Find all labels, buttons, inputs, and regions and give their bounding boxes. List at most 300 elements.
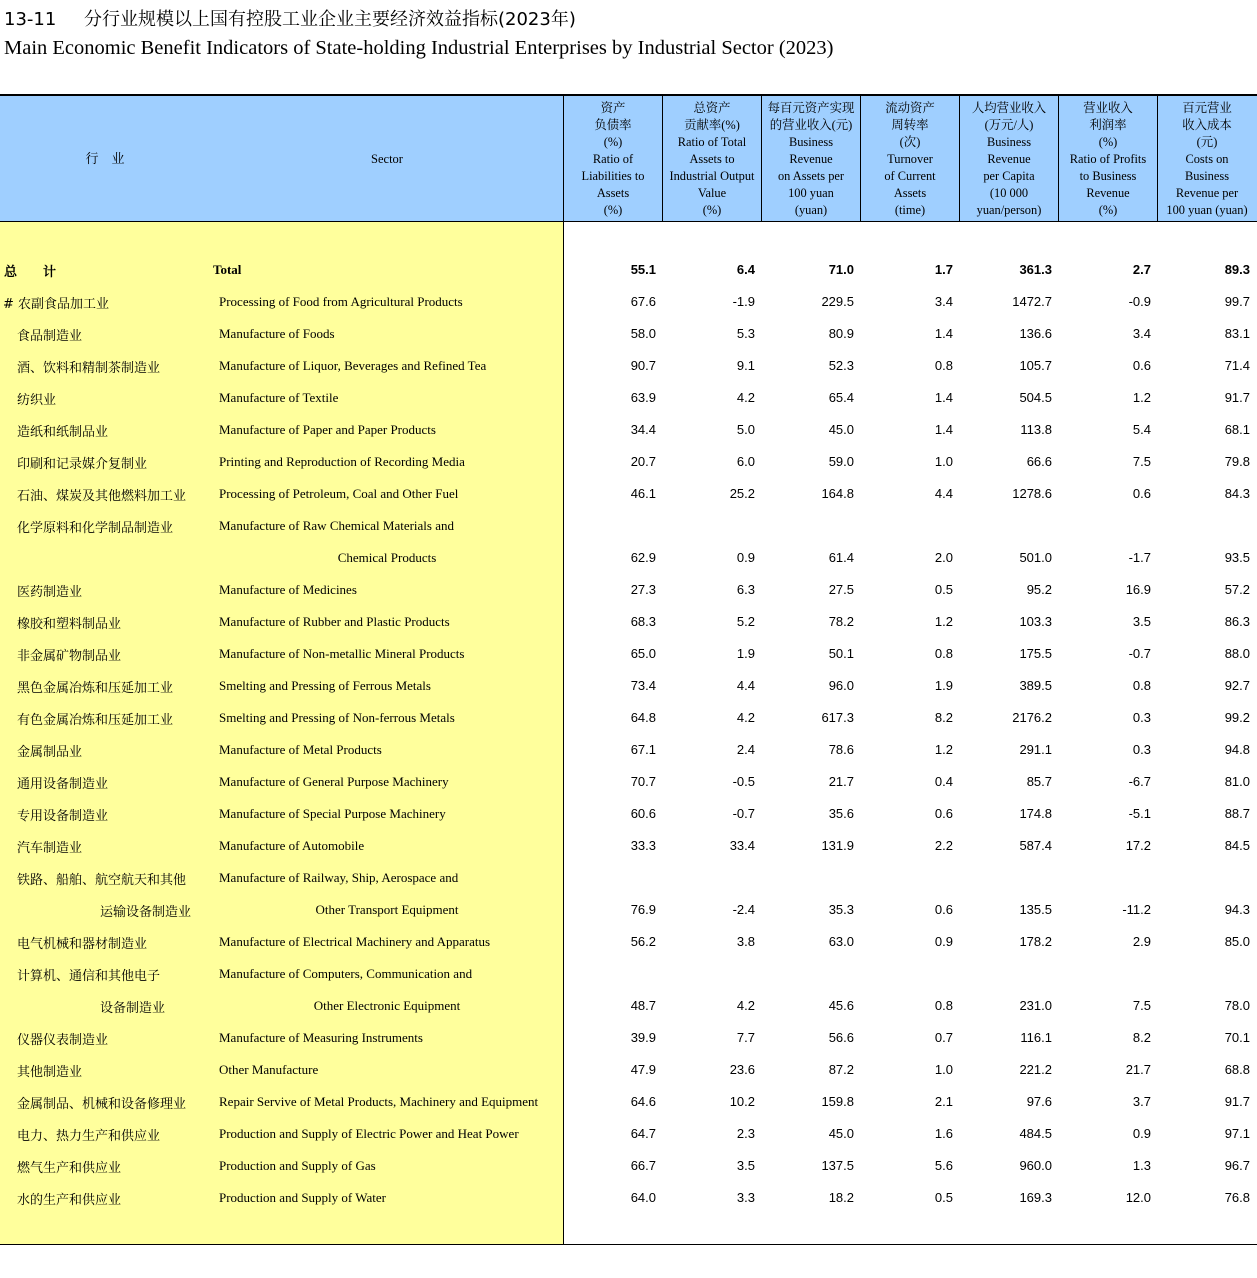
value-cell: 89.3 xyxy=(1224,262,1250,277)
value-cell: 137.5 xyxy=(821,1158,854,1173)
row-label-cn: 水的生产和供应业 xyxy=(17,1193,122,1208)
row-label-cn: 橡胶和塑料制品业 xyxy=(17,617,122,632)
value-cell: 20.7 xyxy=(630,454,656,469)
value-cell: 92.7 xyxy=(1224,678,1250,693)
value-cell: 484.5 xyxy=(1019,1126,1052,1141)
value-cell: 71.4 xyxy=(1224,358,1250,373)
row-label-cn: 黑色金属冶炼和压延加工业 xyxy=(17,681,174,696)
header-column-line: to Business xyxy=(1079,169,1137,183)
value-cell: 80.9 xyxy=(828,326,854,341)
value-cell: 60.6 xyxy=(630,806,656,821)
value-cell: 84.5 xyxy=(1224,838,1250,853)
value-cell: 4.2 xyxy=(736,390,755,405)
value-cell: 21.7 xyxy=(1125,1062,1151,1077)
value-cell: 71.0 xyxy=(828,262,854,277)
value-cell: 63.0 xyxy=(828,934,854,949)
row-label-cn: 计算机、通信和其他电子 xyxy=(17,969,161,984)
value-cell: 0.4 xyxy=(934,774,953,789)
header-column-line: yuan/person) xyxy=(976,203,1042,217)
row-label-cn: 仪器仪表制造业 xyxy=(17,1033,109,1048)
table-title-cn xyxy=(4,5,576,31)
value-cell: 70.7 xyxy=(630,774,656,789)
header-column-line: (次) xyxy=(899,135,921,149)
value-cell: 84.3 xyxy=(1224,486,1250,501)
value-cell: 7.5 xyxy=(1132,454,1151,469)
row-label-cn: 石油、煤炭及其他燃料加工业 xyxy=(17,489,187,504)
value-cell: 7.7 xyxy=(736,1030,755,1045)
header-column-line: Ratio of xyxy=(592,152,634,166)
value-cell: 94.3 xyxy=(1224,902,1250,917)
value-cell: 0.9 xyxy=(934,934,953,949)
table-row xyxy=(0,613,1257,631)
value-cell: 135.5 xyxy=(1019,902,1052,917)
value-cell: 86.3 xyxy=(1224,614,1250,629)
value-cell: 45.0 xyxy=(828,1126,854,1141)
value-cell: 3.4 xyxy=(934,294,953,309)
header-column-line: (%) xyxy=(702,203,722,217)
value-cell: 78.6 xyxy=(828,742,854,757)
row-label-en: Manufacture of Non-metallic Mineral Products xyxy=(219,646,465,661)
value-cell: 1.3 xyxy=(1132,1158,1151,1173)
value-cell: 8.2 xyxy=(934,710,953,725)
value-cell: 81.0 xyxy=(1224,774,1250,789)
value-cell: 99.7 xyxy=(1224,294,1250,309)
value-cell: -1.9 xyxy=(732,294,755,309)
value-cell: 96.0 xyxy=(828,678,854,693)
header-column-line: (10 000 xyxy=(989,186,1029,200)
value-cell: 62.9 xyxy=(630,550,656,565)
header-column-line: 百元营业 xyxy=(1182,101,1232,115)
value-cell: 164.8 xyxy=(821,486,854,501)
value-cell: 99.2 xyxy=(1224,710,1250,725)
value-cell: 64.0 xyxy=(630,1190,656,1205)
row-label-en: Other Transport Equipment xyxy=(315,902,459,917)
table-row xyxy=(0,325,1257,343)
header-column-line: (%) xyxy=(603,135,623,149)
value-cell: 83.1 xyxy=(1224,326,1250,341)
value-cell: 5.4 xyxy=(1132,422,1151,437)
table-row xyxy=(0,453,1257,471)
header-column-line: Revenue xyxy=(789,152,833,166)
value-cell: 0.6 xyxy=(934,902,953,917)
value-cell: 78.2 xyxy=(828,614,854,629)
value-cell: 33.3 xyxy=(630,838,656,853)
value-cell: 91.7 xyxy=(1224,390,1250,405)
row-label-cn: 电力、热力生产和供应业 xyxy=(17,1129,161,1144)
table-row xyxy=(0,389,1257,407)
value-cell: 1472.7 xyxy=(1012,294,1052,309)
value-cell: 617.3 xyxy=(821,710,854,725)
value-cell: 35.6 xyxy=(828,806,854,821)
value-cell: 0.7 xyxy=(934,1030,953,1045)
value-cell: 4.4 xyxy=(736,678,755,693)
header-column-line: (元) xyxy=(1196,135,1218,149)
value-cell: 63.9 xyxy=(630,390,656,405)
value-cell: 65.4 xyxy=(828,390,854,405)
header-column-5 xyxy=(960,100,1058,219)
table-row xyxy=(0,1029,1257,1047)
table-row xyxy=(0,933,1257,951)
value-cell: 66.7 xyxy=(630,1158,656,1173)
table-row xyxy=(0,581,1257,599)
table-row xyxy=(0,517,1257,535)
value-cell: 3.5 xyxy=(1132,614,1151,629)
row-label-cn: 金属制品业 xyxy=(17,745,83,760)
value-cell: -11.2 xyxy=(1122,902,1151,917)
row-label-cn: 化学原料和化学制品制造业 xyxy=(17,521,174,536)
row-label-en: Manufacture of Computers, Communication and xyxy=(219,966,473,981)
row-label-cn: 食品制造业 xyxy=(17,329,83,344)
value-cell: 67.1 xyxy=(630,742,656,757)
value-cell: 0.3 xyxy=(1132,710,1151,725)
row-label-en: Manufacture of Railway, Ship, Aerospace and xyxy=(219,870,459,885)
header-column-1 xyxy=(564,100,662,219)
value-cell: 1.2 xyxy=(934,614,953,629)
value-cell: 1.7 xyxy=(934,262,953,277)
value-cell: -0.7 xyxy=(1128,646,1151,661)
value-cell: 23.6 xyxy=(729,1062,755,1077)
value-cell: 169.3 xyxy=(1019,1190,1052,1205)
row-label-cn: 铁路、船舶、航空航天和其他 xyxy=(17,873,187,888)
value-cell: 2.1 xyxy=(934,1094,953,1109)
row-label-en: Chemical Products xyxy=(337,550,437,565)
value-cell: 56.6 xyxy=(828,1030,854,1045)
header-column-line: 100 yuan xyxy=(788,186,834,200)
row-label-en: Manufacture of Special Purpose Machinery xyxy=(219,806,446,821)
value-cell: 2176.2 xyxy=(1012,710,1052,725)
header-column-line: Costs on xyxy=(1185,152,1229,166)
value-cell: 65.0 xyxy=(630,646,656,661)
row-label-cn: 有色金属冶炼和压延加工业 xyxy=(17,713,174,728)
row-label-en: Printing and Reproduction of Recording Media xyxy=(219,454,465,469)
value-cell: 79.8 xyxy=(1224,454,1250,469)
row-label-cn: 印刷和记录媒介复制业 xyxy=(17,457,148,472)
header-column-line: Liabilities to xyxy=(581,169,645,183)
header-column-line: 100 yuan (yuan) xyxy=(1166,203,1248,217)
header-column-line: 贡献率(%) xyxy=(684,118,740,132)
value-cell: 0.6 xyxy=(1132,358,1151,373)
value-cell: 3.3 xyxy=(736,1190,755,1205)
table-number: 13-11 xyxy=(4,9,57,30)
header-column-line: 流动资产 xyxy=(885,101,935,115)
row-label-cn: 金属制品、机械和设备修理业 xyxy=(17,1097,187,1112)
row-label-en: Smelting and Pressing of Ferrous Metals xyxy=(219,678,431,693)
header-column-line: 营业收入 xyxy=(1083,101,1133,115)
header-column-line: (yuan) xyxy=(794,203,828,217)
value-cell: 90.7 xyxy=(630,358,656,373)
value-cell: 64.7 xyxy=(630,1126,656,1141)
value-cell: 1.4 xyxy=(934,390,953,405)
value-cell: 2.4 xyxy=(736,742,755,757)
value-cell: 131.9 xyxy=(821,838,854,853)
table-row xyxy=(0,677,1257,695)
value-cell: 64.6 xyxy=(630,1094,656,1109)
value-cell: 46.1 xyxy=(630,486,656,501)
value-cell: 50.1 xyxy=(828,646,854,661)
value-cell: 94.8 xyxy=(1224,742,1250,757)
value-cell: -5.1 xyxy=(1128,806,1151,821)
header-column-7 xyxy=(1158,100,1256,219)
row-label-en: Manufacture of Automobile xyxy=(219,838,365,853)
value-cell: 0.5 xyxy=(934,1190,953,1205)
value-cell: 0.5 xyxy=(934,582,953,597)
row-label-cn: 运输设备制造业 xyxy=(100,905,192,920)
table-row xyxy=(0,709,1257,727)
value-cell: 25.2 xyxy=(729,486,755,501)
value-cell: 0.8 xyxy=(934,998,953,1013)
value-cell: 45.0 xyxy=(828,422,854,437)
value-cell: 17.2 xyxy=(1125,838,1151,853)
value-cell: 6.3 xyxy=(736,582,755,597)
row-label-cn: 专用设备制造业 xyxy=(17,809,109,824)
row-label-en: Production and Supply of Electric Power and Heat Power xyxy=(219,1126,519,1141)
header-column-line: Revenue xyxy=(987,152,1031,166)
header-column-line: (time) xyxy=(894,203,926,217)
header-column-line: Assets to xyxy=(689,152,735,166)
row-label-en: Production and Supply of Gas xyxy=(219,1158,376,1173)
header-column-line: Assets xyxy=(596,186,630,200)
value-cell: 10.2 xyxy=(729,1094,755,1109)
table-row xyxy=(0,1157,1257,1175)
value-cell: 59.0 xyxy=(828,454,854,469)
header-column-line: Ratio of Profits xyxy=(1069,152,1147,166)
row-label-cn: 非金属矿物制品业 xyxy=(17,649,122,664)
value-cell: 178.2 xyxy=(1019,934,1052,949)
value-cell: 91.7 xyxy=(1224,1094,1250,1109)
value-cell: 88.0 xyxy=(1224,646,1250,661)
table-row xyxy=(0,357,1257,375)
value-cell: 0.8 xyxy=(934,358,953,373)
value-cell: 66.6 xyxy=(1026,454,1052,469)
row-label-cn: 其他制造业 xyxy=(17,1065,83,1080)
row-label-cn: 燃气生产和供应业 xyxy=(17,1161,122,1176)
value-cell: 0.8 xyxy=(1132,678,1151,693)
value-cell: 3.5 xyxy=(736,1158,755,1173)
row-label-en: Manufacture of Electrical Machinery and Apparatus xyxy=(219,934,491,949)
value-cell: 1.4 xyxy=(934,326,953,341)
header-column-6 xyxy=(1059,100,1157,219)
row-label-en: Manufacture of Foods xyxy=(219,326,335,341)
header-column-line: Revenue per xyxy=(1175,186,1239,200)
header-rule xyxy=(0,221,1257,222)
row-label-cn: 汽车制造业 xyxy=(17,841,83,856)
header-column-line: (万元/人) xyxy=(984,118,1034,132)
value-cell: 3.8 xyxy=(736,934,755,949)
value-cell: 16.9 xyxy=(1125,582,1151,597)
header-column-line: per Capita xyxy=(983,169,1035,183)
value-cell: 33.4 xyxy=(729,838,755,853)
row-label-cn: 纺织业 xyxy=(17,393,57,408)
value-cell: -0.7 xyxy=(732,806,755,821)
value-cell: 231.0 xyxy=(1019,998,1052,1013)
value-cell: 95.2 xyxy=(1026,582,1052,597)
header-sector: Sector xyxy=(371,152,403,166)
value-cell: 76.8 xyxy=(1224,1190,1250,1205)
value-cell: 5.6 xyxy=(934,1158,953,1173)
value-cell: 1.2 xyxy=(934,742,953,757)
header-column-3 xyxy=(762,100,860,219)
table-row xyxy=(0,485,1257,503)
value-cell: 174.8 xyxy=(1019,806,1052,821)
value-cell: 68.8 xyxy=(1224,1062,1250,1077)
value-cell: 3.4 xyxy=(1132,326,1151,341)
value-cell: 1.0 xyxy=(934,454,953,469)
value-cell: 5.2 xyxy=(736,614,755,629)
top-rule xyxy=(0,94,1257,96)
value-cell: 5.3 xyxy=(736,326,755,341)
table-row xyxy=(0,1061,1257,1079)
value-cell: 2.2 xyxy=(934,838,953,853)
value-cell: 960.0 xyxy=(1019,1158,1052,1173)
row-label-en: Manufacture of Medicines xyxy=(219,582,357,597)
value-cell: 76.9 xyxy=(630,902,656,917)
header-column-line: on Assets per xyxy=(777,169,845,183)
row-label-cn: 设备制造业 xyxy=(100,1001,166,1016)
value-cell: 21.7 xyxy=(828,774,854,789)
value-cell: 175.5 xyxy=(1019,646,1052,661)
header-column-line: of Current xyxy=(884,169,936,183)
row-label-en: Manufacture of Paper and Paper Products xyxy=(219,422,436,437)
value-cell: 4.2 xyxy=(736,998,755,1013)
table-row xyxy=(0,1125,1257,1143)
row-label-en: Production and Supply of Water xyxy=(219,1190,386,1205)
value-cell: 221.2 xyxy=(1019,1062,1052,1077)
value-cell: 3.7 xyxy=(1132,1094,1151,1109)
bottom-rule xyxy=(0,1244,1257,1245)
value-cell: -0.9 xyxy=(1128,294,1151,309)
row-label-cn: 通用设备制造业 xyxy=(17,777,109,792)
value-cell: 159.8 xyxy=(821,1094,854,1109)
table-row xyxy=(0,1093,1257,1111)
header-column-line: 资产 xyxy=(600,101,626,115)
header-industry-cn: 行 业 xyxy=(85,152,125,167)
header-column-line: 总资产 xyxy=(693,101,731,115)
value-cell: 1.0 xyxy=(934,1062,953,1077)
row-label-en: Manufacture of Liquor, Beverages and Refined Tea xyxy=(219,358,487,373)
table-row xyxy=(0,549,1257,567)
row-label-en: Manufacture of Textile xyxy=(219,390,339,405)
value-cell: 55.1 xyxy=(630,262,656,277)
value-cell: 56.2 xyxy=(630,934,656,949)
table-row xyxy=(0,837,1257,855)
value-cell: 4.4 xyxy=(934,486,953,501)
value-cell: 291.1 xyxy=(1019,742,1052,757)
table-row xyxy=(0,869,1257,887)
header-column-line: Turnover xyxy=(887,152,933,166)
value-cell: -2.4 xyxy=(732,902,755,917)
header-column-line: Industrial Output xyxy=(669,169,755,183)
value-cell: 1.6 xyxy=(934,1126,953,1141)
value-cell: 97.1 xyxy=(1224,1126,1250,1141)
header-column-line: 收入成本 xyxy=(1182,118,1232,132)
value-cell: 52.3 xyxy=(828,358,854,373)
header-column-line: Business xyxy=(788,135,834,149)
value-cell: 1.9 xyxy=(934,678,953,693)
row-label-en: Repair Servive of Metal Products, Machinery and Equipment xyxy=(219,1094,539,1109)
value-cell: 504.5 xyxy=(1019,390,1052,405)
row-label-cn: 酒、饮料和精制茶制造业 xyxy=(17,361,161,376)
value-cell: 58.0 xyxy=(630,326,656,341)
header-column-line: 人均营业收入 xyxy=(971,101,1047,115)
header-column-line: (%) xyxy=(603,203,623,217)
header-column-line: Business xyxy=(1184,169,1230,183)
header-column-line: Value xyxy=(697,186,727,200)
value-cell: 70.1 xyxy=(1224,1030,1250,1045)
row-label-en: Manufacture of Metal Products xyxy=(219,742,382,757)
value-cell: 68.1 xyxy=(1224,422,1250,437)
value-cell: 57.2 xyxy=(1224,582,1250,597)
value-cell: 1.4 xyxy=(934,422,953,437)
table-row xyxy=(0,645,1257,663)
row-label-cn: 造纸和纸制品业 xyxy=(17,425,109,440)
value-cell: 361.3 xyxy=(1019,262,1052,277)
value-cell: 45.6 xyxy=(828,998,854,1013)
value-cell: 105.7 xyxy=(1019,358,1052,373)
row-label-cn: 医药制造业 xyxy=(17,585,83,600)
value-cell: 7.5 xyxy=(1132,998,1151,1013)
table-row xyxy=(0,965,1257,983)
value-cell: 78.0 xyxy=(1224,998,1250,1013)
value-cell: 0.3 xyxy=(1132,742,1151,757)
row-label-en: Smelting and Pressing of Non-ferrous Metals xyxy=(219,710,455,725)
value-cell: 88.7 xyxy=(1224,806,1250,821)
value-cell: -1.7 xyxy=(1128,550,1151,565)
header-column-line: (%) xyxy=(1098,135,1118,149)
value-cell: 5.0 xyxy=(736,422,755,437)
value-cell: 4.2 xyxy=(736,710,755,725)
value-cell: 39.9 xyxy=(630,1030,656,1045)
value-cell: 93.5 xyxy=(1224,550,1250,565)
header-column-line: 周转率 xyxy=(891,118,929,132)
value-cell: 27.3 xyxy=(630,582,656,597)
value-cell: 9.1 xyxy=(736,358,755,373)
header-column-line: 的营业收入(元) xyxy=(769,118,853,132)
value-cell: 73.4 xyxy=(630,678,656,693)
header-column-line: 负债率 xyxy=(594,118,632,132)
value-cell: 67.6 xyxy=(630,294,656,309)
header-column-line: 每百元资产实现 xyxy=(767,101,855,115)
table-row xyxy=(0,773,1257,791)
value-cell: 2.3 xyxy=(736,1126,755,1141)
value-cell: -6.7 xyxy=(1128,774,1151,789)
value-cell: 61.4 xyxy=(828,550,854,565)
value-cell: 18.2 xyxy=(828,1190,854,1205)
header-column-line: Revenue xyxy=(1086,186,1130,200)
row-label-en: Processing of Food from Agricultural Products xyxy=(219,294,463,309)
value-cell: 2.9 xyxy=(1132,934,1151,949)
value-cell: 35.3 xyxy=(828,902,854,917)
value-cell: 97.6 xyxy=(1026,1094,1052,1109)
table-row xyxy=(0,261,1257,279)
table-row xyxy=(0,1189,1257,1207)
value-cell: 0.9 xyxy=(736,550,755,565)
row-label-en: Processing of Petroleum, Coal and Other Fuel xyxy=(219,486,459,501)
value-cell: 85.7 xyxy=(1026,774,1052,789)
header-column-line: 利润率 xyxy=(1089,118,1127,132)
value-cell: 0.6 xyxy=(934,806,953,821)
value-cell: 12.0 xyxy=(1125,1190,1151,1205)
value-cell: 0.9 xyxy=(1132,1126,1151,1141)
row-label-en: Other Manufacture xyxy=(219,1062,319,1077)
value-cell: 1.9 xyxy=(736,646,755,661)
table-row xyxy=(0,741,1257,759)
table-row xyxy=(0,293,1257,311)
title-cn-text: 分行业规模以上国有控股工业企业主要经济效益指标(2023年) xyxy=(84,9,576,30)
header-column-line: Assets xyxy=(893,186,927,200)
value-cell: 1278.6 xyxy=(1012,486,1052,501)
value-cell: 103.3 xyxy=(1019,614,1052,629)
header-column-line: (%) xyxy=(1098,203,1118,217)
